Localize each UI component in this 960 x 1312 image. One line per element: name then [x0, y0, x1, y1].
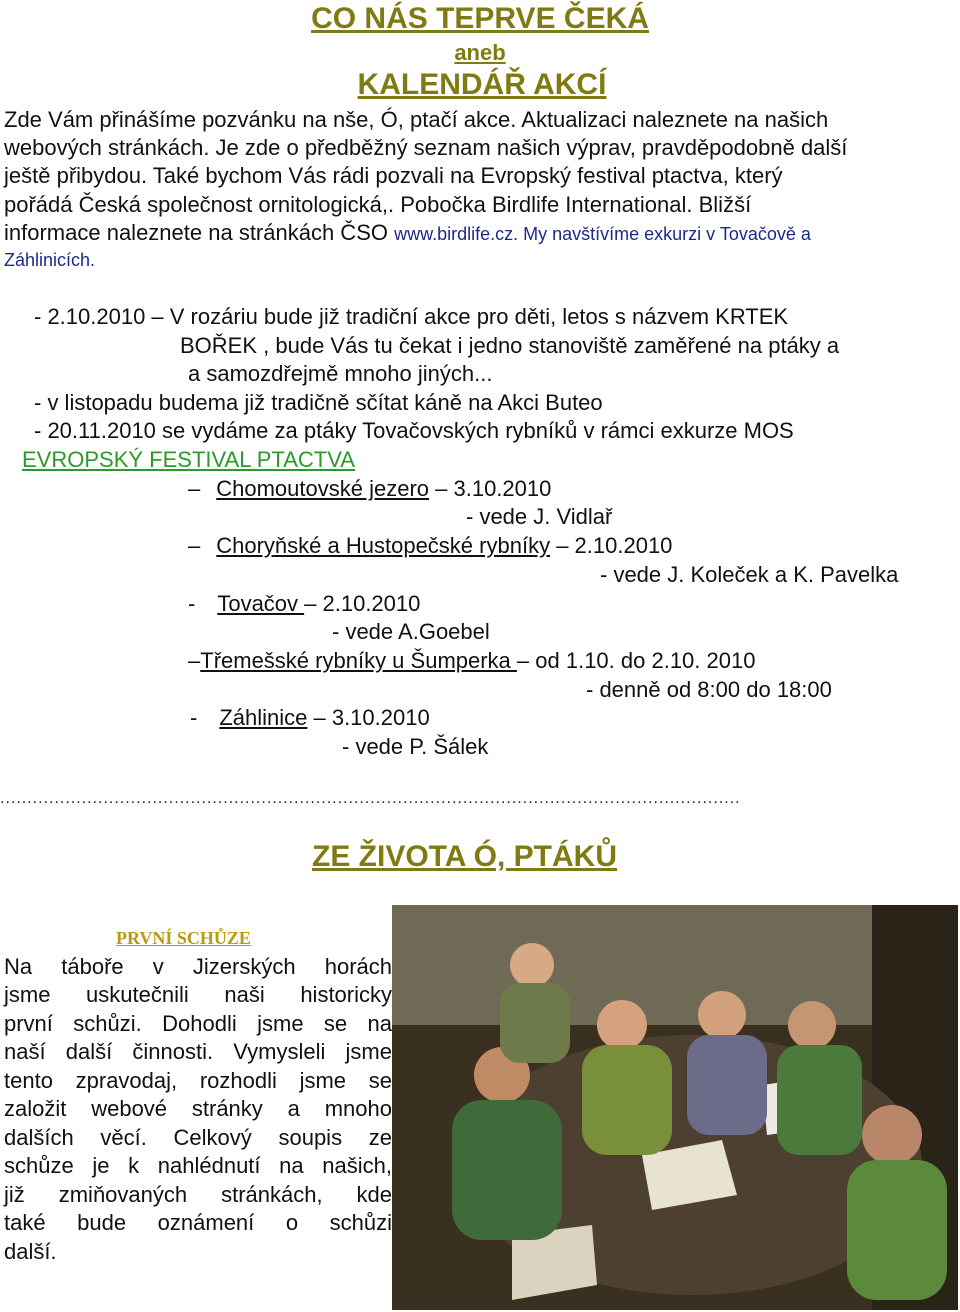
intro-line: ještě přibydou. Také bychom Vás rádi pozvali na Evropský festival ptactva, který — [4, 163, 783, 188]
festival-item — [188, 647, 755, 676]
life-line: první schůzi. Dohodli jsme se na — [4, 1011, 392, 1036]
festival-dash: - — [188, 591, 196, 616]
life-line: Na táboře v Jizerských horách — [4, 954, 392, 979]
festival-note: - denně od 8:00 do 18:00 — [586, 677, 832, 702]
dotted-separator: ........................................................................................................................................ — [0, 790, 741, 807]
festival-item — [190, 704, 430, 733]
festival-dash: – — [188, 533, 201, 558]
festival-dash: – — [188, 648, 201, 673]
meeting-photo — [392, 905, 958, 1310]
festival-place[interactable]: Třemešské rybníky u Šumperka — [200, 648, 517, 673]
event-line: - 2.10.2010 – V rozáriu bude již tradiční akce pro děti, letos s názvem KRTEK — [34, 304, 789, 329]
festival-date: – 3.10.2010 — [307, 705, 430, 730]
event-line: BOŘEK , bude Vás tu čekat i jedno stanoviště zaměřené na ptáky a — [180, 333, 840, 358]
intro-line — [4, 219, 811, 249]
life-title: ZE ŽIVOTA Ó, PTÁKŮ — [312, 840, 617, 873]
life-line: založit webové stránky a mnoho — [4, 1096, 392, 1121]
festival-place[interactable]: Chomoutovské jezero — [216, 476, 430, 501]
event-line: a samozdřejmě mnoho jiných... — [188, 361, 493, 386]
intro-visit-text: My navštívíme exkurzi v Tovačově a — [518, 224, 811, 244]
meeting-photo-art — [392, 905, 958, 1310]
festival-note: - vede P. Šálek — [342, 734, 489, 759]
life-line: dalších věcí. Celkový soupis ze — [4, 1125, 392, 1150]
life-subtitle: PRVNÍ SCHŮZE — [116, 928, 251, 948]
festival-date: – 2.10.2010 — [304, 591, 421, 616]
calendar-title: CO NÁS TEPRVE ČEKÁ — [311, 2, 649, 35]
festival-dash: - — [190, 705, 198, 730]
event-line: - 20.11.2010 se vydáme za ptáky Tovačovských rybníků v rámci exkurze MOS — [34, 418, 794, 443]
festival-date: – 2.10.2010 — [550, 533, 673, 558]
festival-note: - vede A.Goebel — [332, 619, 490, 644]
life-line: také bude oznámení o schůzi — [4, 1210, 392, 1235]
festival-date: – od 1.10. do 2.10. 2010 — [516, 648, 756, 673]
festival-note: - vede J. Koleček a K. Pavelka — [600, 562, 899, 587]
life-line: naší další činnosti. Vymysleli jsme — [4, 1039, 392, 1064]
festival-item — [188, 590, 420, 619]
festival-date: – 3.10.2010 — [429, 476, 552, 501]
festival-item — [188, 475, 551, 504]
birdlife-link[interactable]: www.birdlife.cz. — [394, 224, 519, 244]
intro-line: webových stránkách. Je zde o předběžný seznam našich výprav, pravděpodobně další — [4, 135, 848, 160]
life-line: již zmiňovaných stránkách, kde — [4, 1182, 392, 1207]
life-line: jsme uskutečnili naši historicky — [4, 982, 392, 1007]
life-line: další. — [4, 1239, 57, 1264]
life-line: tento zpravodaj, rozhodli jsme se — [4, 1068, 392, 1093]
festival-place[interactable]: Tovačov — [217, 591, 305, 616]
intro-line: pořádá Česká společnost ornitologická,. Pobočka Birdlife International. Bližší — [4, 192, 752, 217]
festival-title[interactable]: EVROPSKÝ FESTIVAL PTACTVA — [22, 447, 355, 472]
festival-item — [188, 532, 672, 561]
life-line: schůze je k nahlédnutí na našich, — [4, 1153, 392, 1178]
intro-line: Zde Vám přinášíme pozvánku na nše, Ó, ptačí akce. Aktualizaci naleznete na našich — [4, 107, 829, 132]
festival-note: - vede J. Vidlař — [466, 504, 613, 529]
festival-dash: – — [188, 476, 201, 501]
event-line: - v listopadu budema již tradičně sčítat káně na Akci Buteo — [34, 390, 603, 415]
intro-line-text: informace naleznete na stránkách ČSO — [4, 220, 395, 245]
intro-visit-text-2: Záhlinicích. — [4, 250, 96, 270]
calendar-aneb: aneb — [454, 40, 506, 65]
calendar-subtitle: KALENDÁŘ AKCÍ — [357, 68, 607, 101]
festival-place[interactable]: Choryňské a Hustopečské rybníky — [216, 533, 551, 558]
festival-place[interactable]: Záhlinice — [219, 705, 308, 730]
